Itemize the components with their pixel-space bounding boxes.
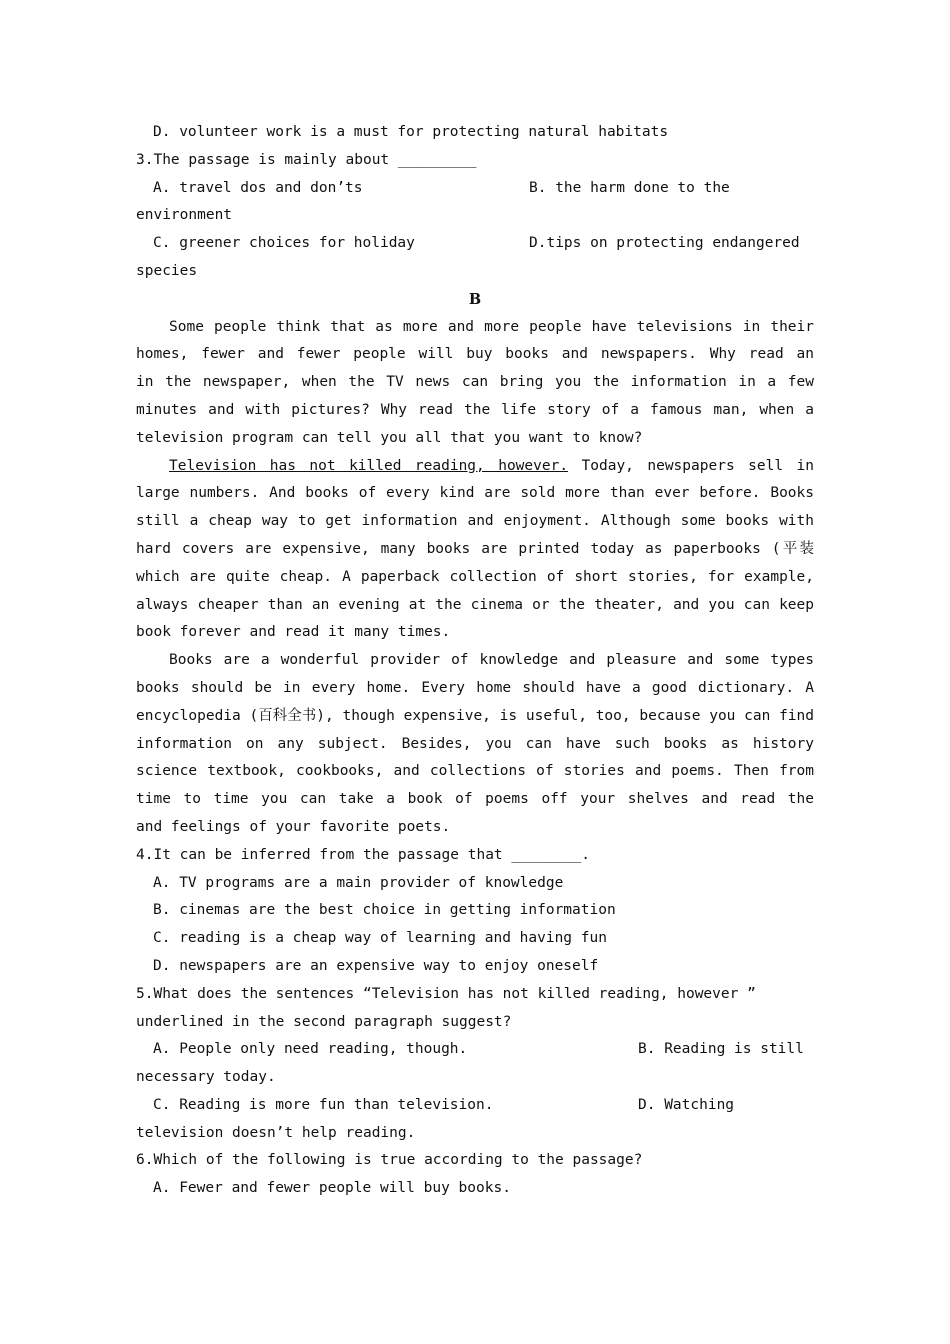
q3-option-a: A. travel dos and don’ts <box>153 179 363 196</box>
q5-option-b-cont: necessary today. <box>136 1069 276 1086</box>
q5-option-d-cont: television doesn’t help reading. <box>136 1124 416 1141</box>
q4-option-c: C. reading is a cheap way of learning and having fun <box>153 930 607 947</box>
paragraph-1 <box>136 314 814 453</box>
q2-option-d: D. volunteer work is a must for protecting natural habitats <box>153 124 669 140</box>
p3-line: science textbook, cookbooks, and collections of stories and poems. Then from <box>136 763 814 780</box>
q4-stem: 4.It can be inferred from the passage that ________. <box>136 846 590 863</box>
q6-option-a: A. Fewer and fewer people will buy books. <box>153 1180 511 1197</box>
p2-line: book forever and read it many times. <box>136 624 451 641</box>
section-title: B <box>468 290 482 308</box>
p2-line: large numbers. And books of every kind are sold more than ever before. Books <box>136 485 814 502</box>
p1-line: Some people think that as more and more people have televisions in their <box>169 318 814 335</box>
p2-line: still a cheap way to get information and enjoyment. Although some books with <box>136 513 814 530</box>
p1-line: in the newspaper, when the TV news can bring you the information in a few <box>136 374 814 391</box>
p3-line: time to time you can take a book of poems off your shelves and read the <box>136 791 814 808</box>
p2-line: hard covers are expensive, many books are printed today as paperbooks (平装 <box>136 540 814 557</box>
p3-line: information on any subject. Besides, you can have such books as history <box>136 735 814 752</box>
p1-line: homes, fewer and fewer people will buy books and newspapers. Why read an <box>136 346 814 363</box>
p3-line: and feelings of your favorite poets. <box>136 818 451 835</box>
q5-option-d: D. Watching <box>638 1096 735 1113</box>
q4-option-b: B. cinemas are the best choice in getting information <box>153 902 616 919</box>
paragraph-3 <box>136 647 814 842</box>
document-page <box>136 119 814 1203</box>
q3-option-b-cont: environment <box>136 207 233 224</box>
q3-option-c: C. greener choices for holiday <box>153 235 415 252</box>
q6-stem: 6.Which of the following is true according to the passage? <box>136 1152 643 1169</box>
p3-line: Books are a wonderful provider of knowledge and pleasure and some types <box>169 652 814 669</box>
q3-option-d-cont: species <box>136 262 198 279</box>
paragraph-2 <box>136 453 814 648</box>
q5-options-ab <box>136 1036 814 1064</box>
q3-stem: 3.The passage is mainly about _________ <box>136 151 477 168</box>
q3-option-d: D.tips on protecting endangered <box>529 235 800 252</box>
p3-line: books should be in every home. Every home should have a good dictionary. A <box>136 679 814 696</box>
p1-line: television program can tell you all that you want to know? <box>136 429 643 446</box>
p2-first-rest: Today, newspapers sell in <box>581 457 814 474</box>
q5-option-c: C. Reading is more fun than television. <box>153 1096 494 1113</box>
q5-options-cd <box>136 1092 814 1120</box>
p2-line-first <box>136 453 814 481</box>
p2-line: always cheaper than an evening at the cinema or the theater, and you can keep <box>136 596 814 613</box>
q5-stem: 5.What does the sentences “Television has not killed reading, however ” <box>136 985 756 1002</box>
p3-line: encyclopedia (百科全书), though expensive, is useful, too, because you can find <box>136 707 814 724</box>
p2-line: which are quite cheap. A paperback collection of short stories, for example, <box>136 568 814 585</box>
q3-options-ab <box>136 175 814 203</box>
q5-option-a: A. People only need reading, though. <box>153 1041 468 1058</box>
p1-line: minutes and with pictures? Why read the life story of a famous man, when a <box>136 401 814 418</box>
q5-option-b: B. Reading is still <box>638 1041 804 1058</box>
q4-option-a: A. TV programs are a main provider of knowledge <box>153 874 564 891</box>
q3-options-cd <box>136 230 814 258</box>
q3-option-b: B. the harm done to the <box>529 179 730 196</box>
underlined-sentence: Television has not killed reading, however. <box>169 457 569 474</box>
q4-option-d: D. newspapers are an expensive way to enjoy oneself <box>153 957 599 974</box>
q5-stem-cont: underlined in the second paragraph suggest? <box>136 1013 512 1030</box>
